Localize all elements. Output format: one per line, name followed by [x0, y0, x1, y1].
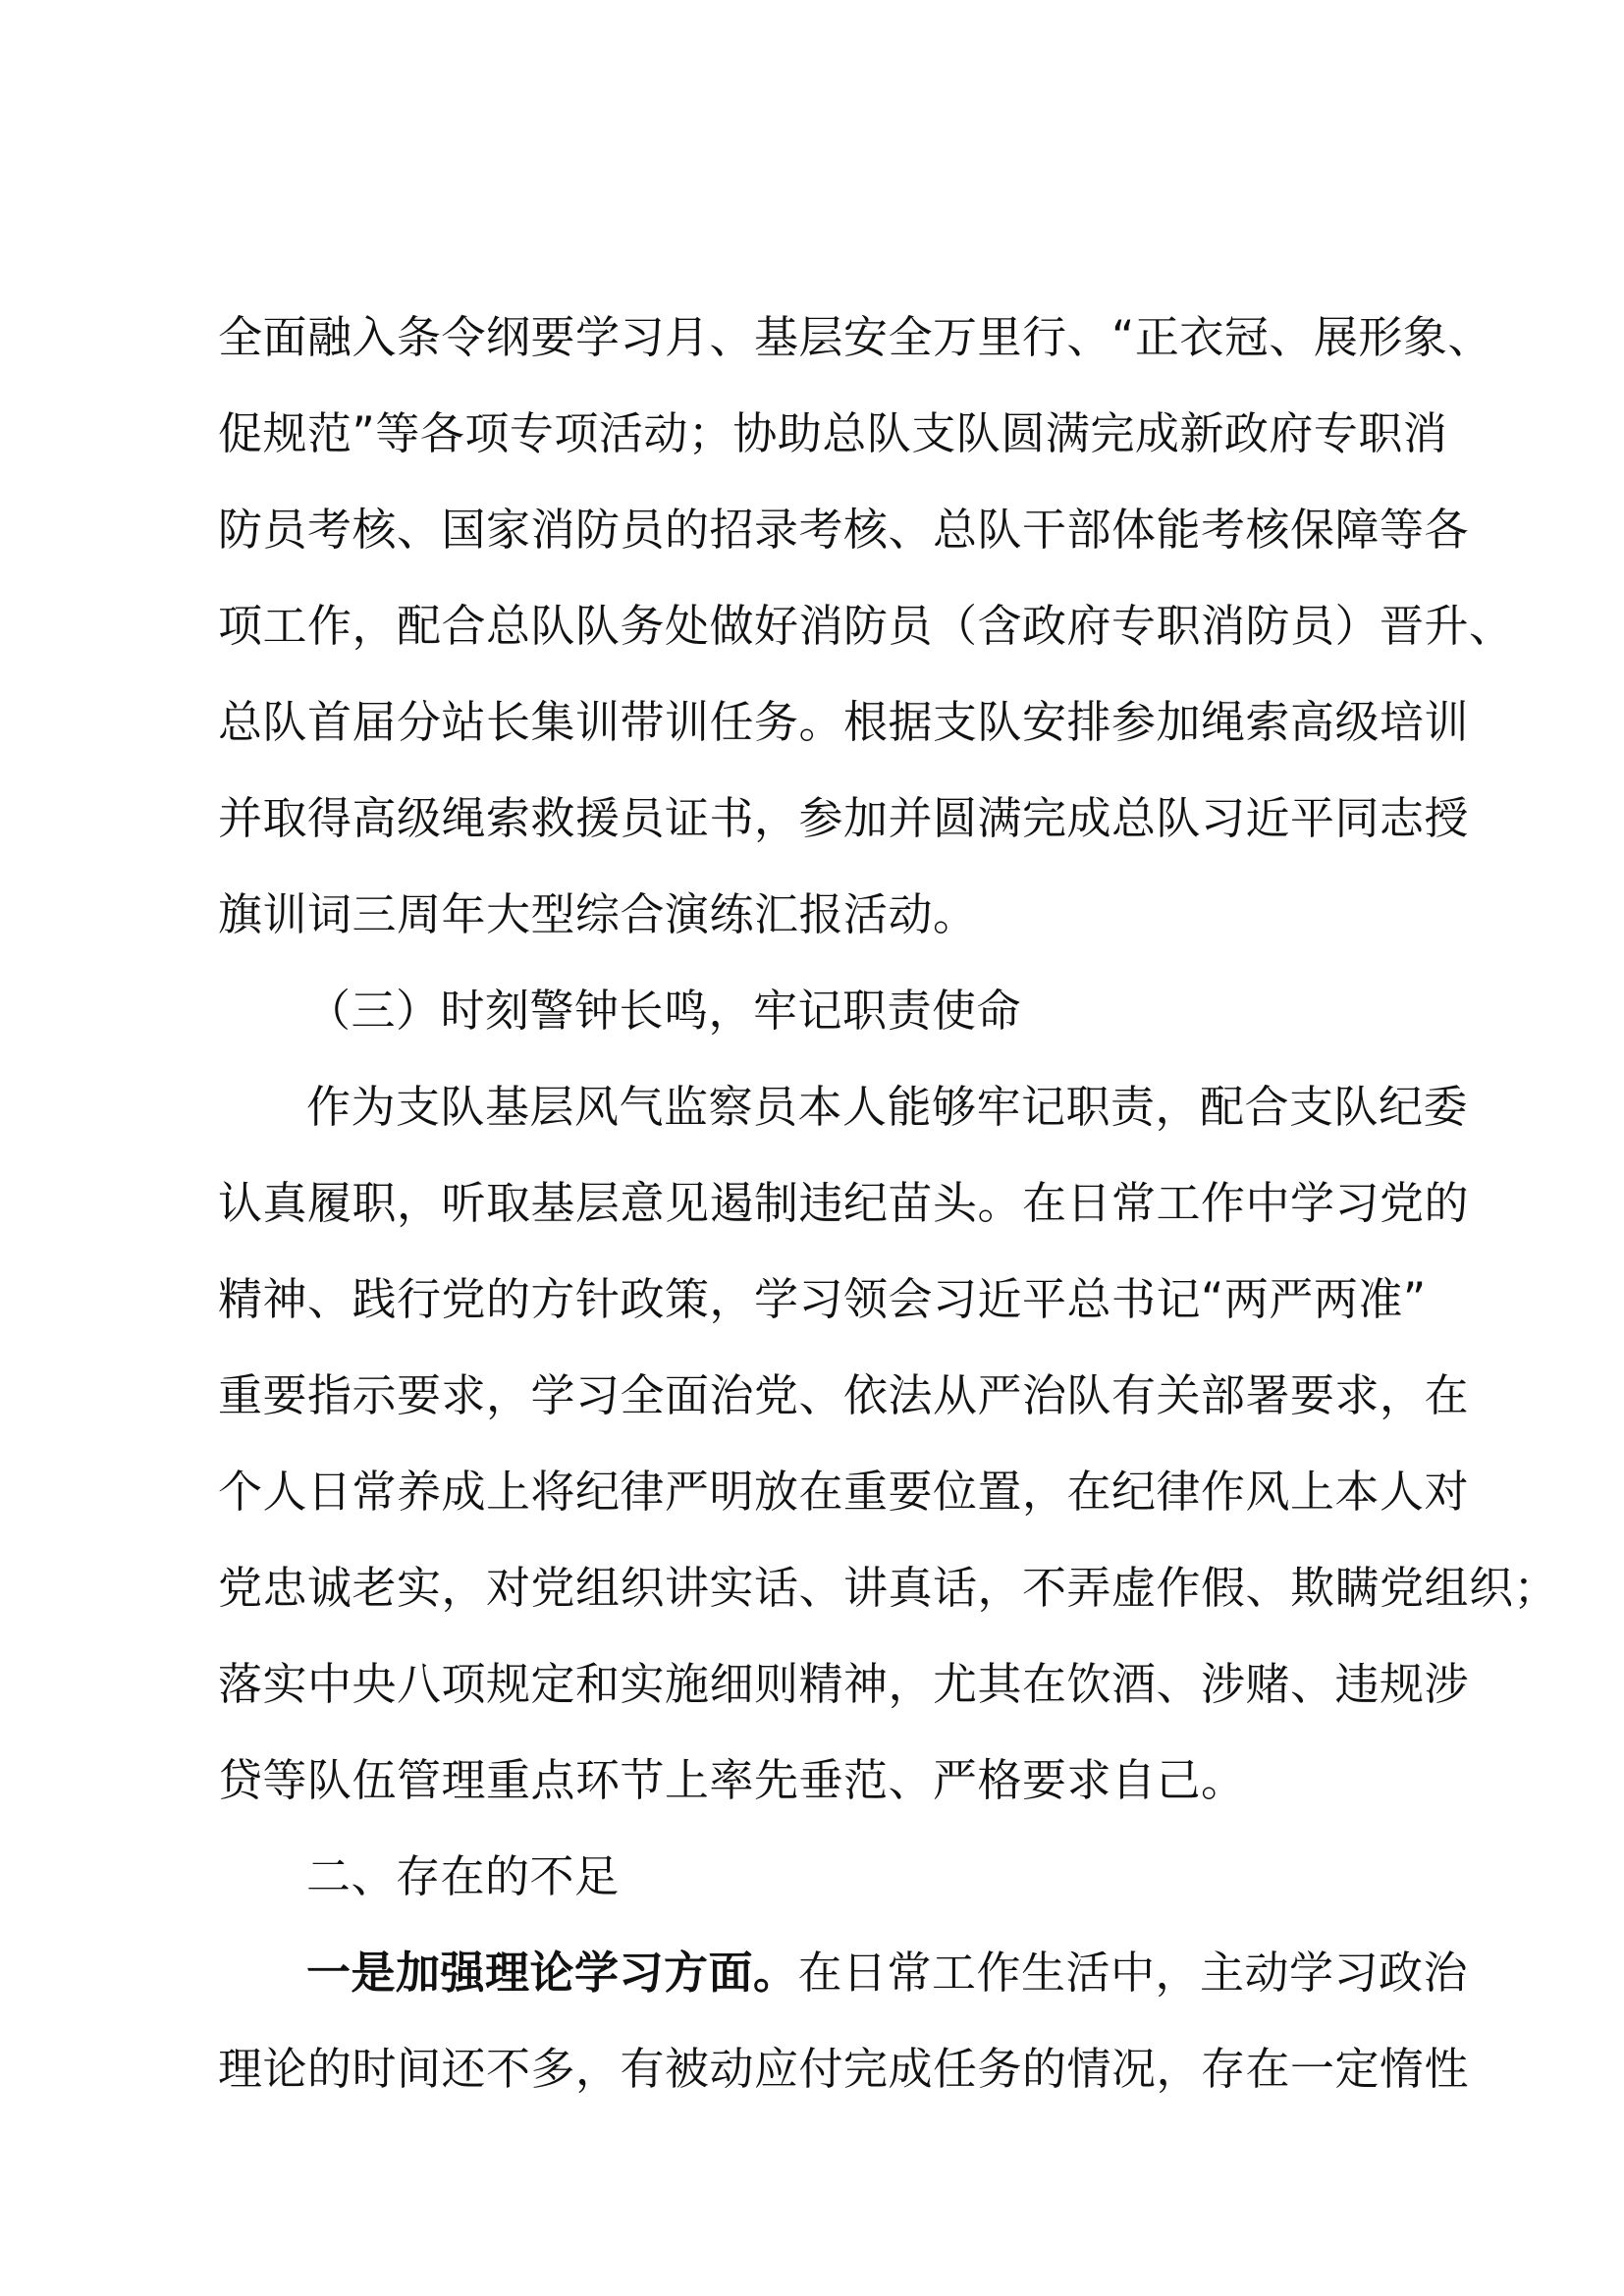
paragraph-line: 重要指示要求，学习全面治党、依法从严治队有关部署要求，在	[218, 1369, 1470, 1421]
paragraph-line: 落实中央八项规定和实施细则精神，尤其在饮酒、涉赌、违规涉	[218, 1658, 1470, 1710]
paragraph-line: 个人日常养成上将纪律严明放在重要位置，在纪律作风上本人对	[218, 1466, 1470, 1518]
paragraph-line: 并取得高级绳索救援员证书，参加并圆满完成总队习近平同志授	[218, 792, 1470, 844]
document-body	[218, 290, 1559, 2117]
paragraph-line: 促规范”等各项专项活动；协助总队支队圆满完成新政府专职消	[218, 407, 1448, 459]
paragraph-line: 防员考核、国家消防员的招录考核、总队干部体能考核保障等各	[218, 504, 1470, 556]
paragraph-line: 贷等队伍管理重点环节上率先垂范、严格要求自己。	[218, 1754, 1246, 1806]
paragraph-line: 认真履职，听取基层意见遏制违纪苗头。在日常工作中学习党的	[218, 1177, 1470, 1229]
paragraph-line: 总队首届分站长集训带训任务。根据支队安排参加绳索高级培训	[218, 696, 1470, 748]
section-three-heading: （三）时刻警钟长鸣，牢记职责使命	[306, 985, 1022, 1037]
paragraph-line: 党忠诚老实，对党组织讲实话、讲真话，不弄虚作假、欺瞒党组织；	[218, 1562, 1559, 1614]
paragraph-line: 全面融入条令纲要学习月、基层安全万里行、“正衣冠、展形象、	[218, 311, 1492, 363]
paragraph-line: 理论的时间还不多，有被动应付完成任务的情况，存在一定惰性	[218, 2043, 1470, 2095]
point-one-line	[218, 1925, 1469, 2021]
part-two-heading: 二、存在的不足	[306, 1850, 620, 1902]
point-one-title: 一是加强理论学习方面。	[306, 1947, 798, 1999]
point-one-text: 在日常工作生活中，主动学习政治	[797, 1947, 1469, 1999]
paragraph-line: 旗训词三周年大型综合演练汇报活动。	[218, 888, 978, 940]
paragraph-line: 作为支队基层风气监察员本人能够牢记职责，配合支队纪委	[306, 1081, 1469, 1133]
paragraph-line: 精神、践行党的方针政策，学习领会习近平总书记“两严两准”	[218, 1273, 1427, 1325]
paragraph-line: 项工作，配合总队队务处做好消防员（含政府专职消防员）晋升、	[218, 600, 1514, 652]
